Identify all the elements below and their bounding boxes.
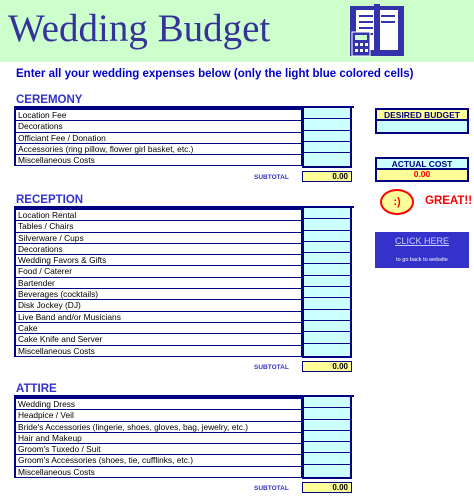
budget-status: GREAT!! [425,195,473,207]
page-title: Wedding Budget [8,7,271,50]
expense-label: Location Rental [16,210,302,221]
expense-label: Food / Caterer [16,266,302,277]
expense-cost-input[interactable] [304,142,350,153]
ceremony-subtotal: 0.00 [302,171,352,182]
expense-label: Accessories (ring pillow, flower girl basket, etc.) [16,144,302,155]
expense-cost-input[interactable] [304,298,350,309]
expense-cost-input[interactable] [304,321,350,332]
expense-cost-input[interactable] [304,310,350,321]
expense-label: Location Fee [16,110,302,121]
expense-cost-input[interactable] [304,108,350,119]
expense-cost-input[interactable] [304,276,350,287]
expense-label: Headpice / Veil [16,410,302,421]
expense-cost-input[interactable] [304,219,350,230]
expense-cost-input[interactable] [304,431,350,442]
attire-item-list [14,397,302,478]
expense-label: Decorations [16,121,302,132]
actual-cost-label: ACTUAL COST [375,157,469,170]
expense-cost-input[interactable] [304,465,350,476]
expense-cost-input[interactable] [304,208,350,219]
expense-cost-input[interactable] [304,119,350,130]
expense-cost-input[interactable] [304,397,350,408]
expense-cost-input[interactable] [304,408,350,419]
expense-label: Disk Jockey (DJ) [16,300,302,311]
expense-label: Wedding Dress [16,399,302,410]
expense-label: Live Band and/or Musicians [16,312,302,323]
expense-label: Bartender [16,278,302,289]
reception-cost-inputs [302,206,352,358]
subtotal-label: SUBTOTAL [254,174,289,181]
section-title-ceremony: CEREMONY [16,94,83,106]
section-title-reception: RECEPTION [16,194,84,206]
attire-cost-inputs [302,395,352,479]
subtotal-label: SUBTOTAL [254,485,289,492]
expense-cost-input[interactable] [304,242,350,253]
section-title-attire: ATTIRE [16,383,57,395]
expense-label: Wedding Favors & Gifts [16,255,302,266]
expense-cost-input[interactable] [304,344,350,355]
desired-budget-input[interactable] [375,121,469,134]
expense-label: Groom's Tuxedo / Suit [16,444,302,455]
expense-label: Miscellaneous Costs [16,155,302,166]
desired-budget-label: DESIRED BUDGET [375,108,469,121]
expense-label: Tables / Chairs [16,221,302,232]
click-here-link[interactable]: CLICK HERE [394,236,449,246]
expense-label: Cake Knife and Server [16,334,302,345]
expense-cost-input[interactable] [304,453,350,464]
expense-cost-input[interactable] [304,287,350,298]
instructions: Enter all your wedding expenses below (only the light blue colored cells) [16,68,414,80]
expense-label: Silverware / Cups [16,233,302,244]
attire-subtotal: 0.00 [302,482,352,493]
actual-cost-value: 0.00 [375,170,469,182]
budget-book-calculator-icon [346,4,408,60]
expense-label: Bride's Accessories (lingerie, shoes, gloves, bag, jewelry, etc.) [16,422,302,433]
expense-label: Hair and Makeup [16,433,302,444]
click-here-caption: to go back to website [396,257,448,263]
expense-cost-input[interactable] [304,420,350,431]
expense-cost-input[interactable] [304,131,350,142]
expense-label: Officiant Fee / Donation [16,133,302,144]
expense-label: Beverages (cocktails) [16,289,302,300]
ceremony-item-list [14,108,302,166]
expense-label: Miscellaneous Costs [16,467,302,478]
expense-cost-input[interactable] [304,153,350,164]
reception-subtotal: 0.00 [302,361,352,372]
expense-label: Miscellaneous Costs [16,346,302,357]
expense-label: Decorations [16,244,302,255]
expense-cost-input[interactable] [304,253,350,264]
subtotal-label: SUBTOTAL [254,364,289,371]
expense-cost-input[interactable] [304,231,350,242]
expense-label: Cake [16,323,302,334]
smiley-face-icon: :) [380,189,414,215]
expense-cost-input[interactable] [304,442,350,453]
expense-cost-input[interactable] [304,264,350,275]
ceremony-cost-inputs [302,106,352,168]
expense-label: Groom's Accessories (shoes, tie, cufflinks, etc.) [16,455,302,466]
reception-item-list [14,208,302,357]
expense-cost-input[interactable] [304,332,350,343]
header-banner [0,0,474,62]
